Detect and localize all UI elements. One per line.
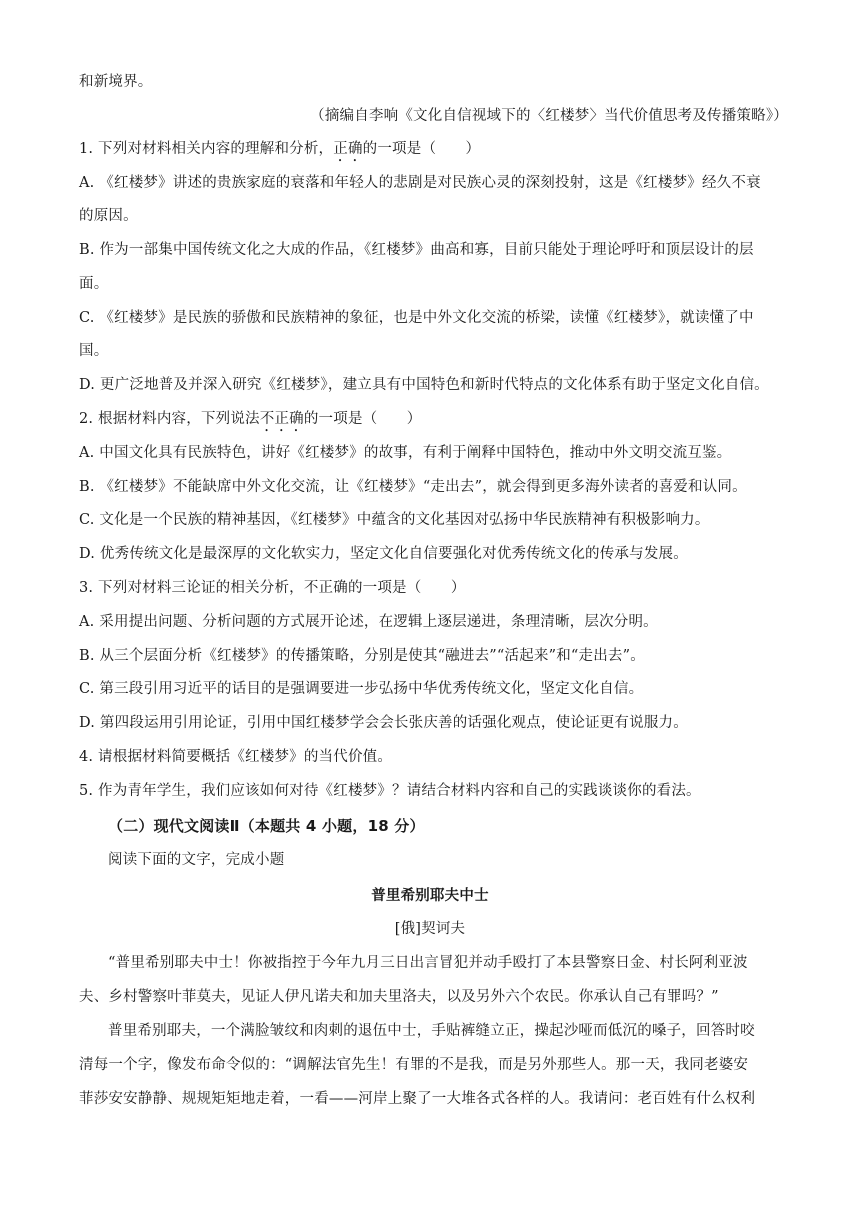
text-line: 和新境界。 <box>79 74 153 90</box>
option-b-line: B. 从三个层面分析《红楼梦》的传播策略，分别是使其“融进去”“活起来”和“走出去”。 <box>79 648 645 664</box>
option-b-line: 面。 <box>79 276 109 292</box>
source-citation: （摘编自李响《文化自信视域下的〈红楼梦〉当代价值思考及传播策略》） <box>310 108 788 124</box>
emphasis-word: 不正确 <box>259 411 304 427</box>
paragraph-line: 普里希别耶夫，一个满脸皱纹和肉刺的退伍中士，手贴裤缝立正，操起沙哑而低沉的嗓子，回答时咬 <box>108 1023 755 1039</box>
option-b-line: B. 作为一部集中国传统文化之大成的作品，《红楼梦》曲高和寡，目前只能处于理论呼吁和顶层设计的层 <box>79 242 754 258</box>
paragraph-line: 清每一个字，像发布命令似的：“调解法官先生！有罪的不是我，而是另外那些人。那一天，我同老婆安 <box>79 1057 749 1073</box>
story-title: 普里希别耶夫中士 <box>371 888 489 904</box>
option-a-line: A. 《红楼梦》讲述的贵族家庭的衰落和年轻人的悲剧是对民族心灵的深刻投射，这是《红楼梦》经久不衰 <box>79 175 761 191</box>
question-1-text-end: 的一项是（ ） <box>362 141 481 157</box>
option-d-line: D. 优秀传统文化是最深厚的文化软实力，坚定文化自信要强化对优秀传统文化的传承与发展。 <box>79 546 688 562</box>
option-a-line: 的原因。 <box>79 208 138 224</box>
question-2 <box>79 409 789 435</box>
paragraph-line: “普里希别耶夫中士！你被指控于今年九月三日出言冒犯并动手殴打了本县警察日金、村长阿利亚波 <box>108 955 748 971</box>
question-3: 3. 下列对材料三论证的相关分析，不正确的一项是（ ） <box>79 580 466 596</box>
option-c-line: C. 文化是一个民族的精神基因，《红楼梦》中蕴含的文化基因对弘扬中华民族精神有积极影响力。 <box>79 512 710 528</box>
option-c-line: C. 第三段引用习近平的话目的是强调要进一步弘扬中华优秀传统文化，坚定文化自信。 <box>79 681 644 697</box>
option-a-line: A. 采用提出问题、分析问题的方式展开论述，在逻辑上逐层递进，条理清晰，层次分明。 <box>79 614 658 630</box>
option-c-line: C. 《红楼梦》是民族的骄傲和民族精神的象征，也是中外文化交流的桥梁，读懂《红楼梦》，就读懂了中 <box>79 310 754 326</box>
paragraph-line: 菲莎安安静静、规规矩矩地走着，一看——河岸上聚了一大堆各式各样的人。我请问：老百姓有什么权利 <box>79 1091 756 1107</box>
emphasis-word: 正确 <box>333 141 363 157</box>
story-author: [俄]契诃夫 <box>394 921 466 937</box>
paragraph-line: 夫、乡村警察叶菲莫夫，见证人伊凡诺夫和加夫里洛夫，以及另外六个农民。你承认自己有罪吗？” <box>79 989 719 1005</box>
question-1 <box>79 139 789 165</box>
option-b-line: B. 《红楼梦》不能缺席中外文化交流，让《红楼梦》“走出去”，就会得到更多海外读者的喜爱和认同。 <box>79 479 747 495</box>
option-d-line: D. 第四段运用引用论证，引用中国红楼梦学会会长张庆善的话强化观点，使论证更有说服力。 <box>79 715 688 731</box>
question-4: 4. 请根据材料简要概括《红楼梦》的当代价值。 <box>79 749 393 765</box>
option-d-line: D. 更广泛地普及并深入研究《红楼梦》，建立具有中国特色和新时代特点的文化体系有助于坚定文化自信。 <box>79 377 769 393</box>
question-5: 5. 作为青年学生，我们应该如何对待《红楼梦》？请结合材料内容和自己的实践谈谈你的看法。 <box>79 783 701 799</box>
section-heading: （二）现代文阅读Ⅱ（本题共 4 小题，18 分） <box>108 817 425 835</box>
question-2-text-end: 的一项是（ ） <box>303 411 422 427</box>
question-2-text: 2. 根据材料内容，下列说法 <box>79 411 260 427</box>
instruction-text: 阅读下面的文字，完成小题 <box>108 852 285 868</box>
question-1-text: 1. 下列对材料相关内容的理解和分析， <box>79 141 334 157</box>
option-a-line: A. 中国文化具有民族特色，讲好《红楼梦》的故事，有利于阐释中国特色，推动中外文明交流互鉴。 <box>79 445 732 461</box>
option-c-line: 国。 <box>79 343 109 359</box>
